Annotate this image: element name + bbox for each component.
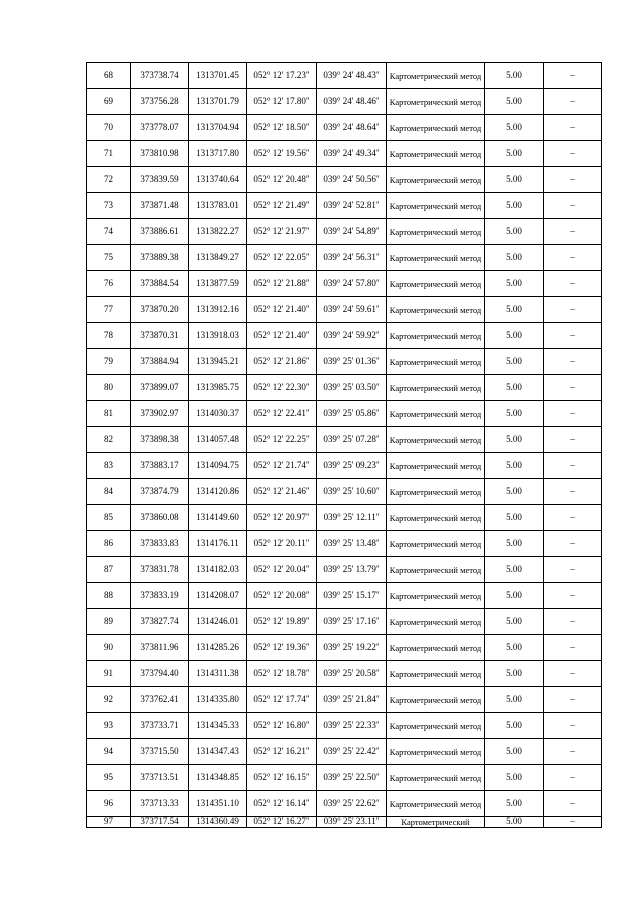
longitude-cell: 039° 25' 05.86" — [317, 401, 387, 427]
latitude-cell: 052° 12' 16.14" — [247, 791, 317, 817]
longitude-cell: 039° 24' 59.92" — [317, 323, 387, 349]
note-cell: – — [544, 505, 602, 531]
table-row — [87, 297, 602, 323]
latitude-cell: 052° 12' 22.30" — [247, 375, 317, 401]
point-number-cell: 70 — [87, 115, 131, 141]
longitude-cell: 039° 25' 22.42" — [317, 739, 387, 765]
y-coordinate-cell: 1314246.01 — [189, 609, 247, 635]
x-coordinate-cell: 373899.07 — [131, 375, 189, 401]
table-row — [87, 505, 602, 531]
latitude-cell: 052° 12' 22.25" — [247, 427, 317, 453]
latitude-cell: 052° 12' 16.27" — [247, 817, 317, 828]
note-cell: – — [544, 63, 602, 89]
latitude-cell: 052° 12' 18.78" — [247, 661, 317, 687]
table-row — [87, 479, 602, 505]
x-coordinate-cell: 373870.20 — [131, 297, 189, 323]
note-cell: – — [544, 531, 602, 557]
note-cell: – — [544, 375, 602, 401]
accuracy-cell: 5.00 — [485, 791, 544, 817]
point-number-cell: 85 — [87, 505, 131, 531]
latitude-cell: 052° 12' 20.97" — [247, 505, 317, 531]
latitude-cell: 052° 12' 20.11" — [247, 531, 317, 557]
method-cell: Картометрический метод — [387, 63, 485, 89]
point-number-cell: 90 — [87, 635, 131, 661]
y-coordinate-cell: 1313701.45 — [189, 63, 247, 89]
x-coordinate-cell: 373871.48 — [131, 193, 189, 219]
method-cell: Картометрический метод — [387, 167, 485, 193]
x-coordinate-cell: 373884.54 — [131, 271, 189, 297]
table-row — [87, 89, 602, 115]
note-cell: – — [544, 635, 602, 661]
note-cell: – — [544, 167, 602, 193]
table-row — [87, 323, 602, 349]
y-coordinate-cell: 1314120.86 — [189, 479, 247, 505]
accuracy-cell: 5.00 — [485, 115, 544, 141]
method-cell: Картометрический метод — [387, 635, 485, 661]
x-coordinate-cell: 373889.38 — [131, 245, 189, 271]
y-coordinate-cell: 1313783.01 — [189, 193, 247, 219]
table-row — [87, 141, 602, 167]
method-cell: Картометрический метод — [387, 193, 485, 219]
accuracy-cell: 5.00 — [485, 297, 544, 323]
longitude-cell: 039° 25' 23.11" — [317, 817, 387, 828]
y-coordinate-cell: 1314351.10 — [189, 791, 247, 817]
longitude-cell: 039° 24' 54.89" — [317, 219, 387, 245]
x-coordinate-cell: 373874.79 — [131, 479, 189, 505]
accuracy-cell: 5.00 — [485, 739, 544, 765]
point-number-cell: 73 — [87, 193, 131, 219]
table-row — [87, 167, 602, 193]
x-coordinate-cell: 373778.07 — [131, 115, 189, 141]
accuracy-cell: 5.00 — [485, 141, 544, 167]
longitude-cell: 039° 24' 50.56" — [317, 167, 387, 193]
method-cell: Картометрический метод — [387, 479, 485, 505]
note-cell: – — [544, 219, 602, 245]
point-number-cell: 75 — [87, 245, 131, 271]
accuracy-cell: 5.00 — [485, 427, 544, 453]
x-coordinate-cell: 373827.74 — [131, 609, 189, 635]
x-coordinate-cell: 373733.71 — [131, 713, 189, 739]
y-coordinate-cell: 1313822.27 — [189, 219, 247, 245]
accuracy-cell: 5.00 — [485, 479, 544, 505]
y-coordinate-cell: 1314335.80 — [189, 687, 247, 713]
latitude-cell: 052° 12' 16.80" — [247, 713, 317, 739]
x-coordinate-cell: 373898.38 — [131, 427, 189, 453]
point-number-cell: 87 — [87, 557, 131, 583]
note-cell: – — [544, 427, 602, 453]
table-row — [87, 635, 602, 661]
table-row — [87, 245, 602, 271]
method-cell: Картометрический метод — [387, 609, 485, 635]
latitude-cell: 052° 12' 17.23" — [247, 63, 317, 89]
accuracy-cell: 5.00 — [485, 193, 544, 219]
method-cell: Картометрический метод — [387, 453, 485, 479]
method-cell: Картометрический метод — [387, 557, 485, 583]
method-cell: Картометрический метод — [387, 583, 485, 609]
latitude-cell: 052° 12' 22.05" — [247, 245, 317, 271]
y-coordinate-cell: 1313740.64 — [189, 167, 247, 193]
note-cell: – — [544, 271, 602, 297]
latitude-cell: 052° 12' 19.56" — [247, 141, 317, 167]
latitude-cell: 052° 12' 17.80" — [247, 89, 317, 115]
y-coordinate-cell: 1313849.27 — [189, 245, 247, 271]
note-cell: – — [544, 115, 602, 141]
note-cell: – — [544, 713, 602, 739]
longitude-cell: 039° 25' 03.50" — [317, 375, 387, 401]
accuracy-cell: 5.00 — [485, 89, 544, 115]
longitude-cell: 039° 25' 10.60" — [317, 479, 387, 505]
accuracy-cell: 5.00 — [485, 531, 544, 557]
x-coordinate-cell: 373833.83 — [131, 531, 189, 557]
accuracy-cell: 5.00 — [485, 401, 544, 427]
x-coordinate-cell: 373756.28 — [131, 89, 189, 115]
note-cell: – — [544, 401, 602, 427]
longitude-cell: 039° 25' 22.50" — [317, 765, 387, 791]
y-coordinate-cell: 1314057.48 — [189, 427, 247, 453]
latitude-cell: 052° 12' 21.40" — [247, 323, 317, 349]
table-row — [87, 375, 602, 401]
longitude-cell: 039° 25' 22.33" — [317, 713, 387, 739]
method-cell: Картометрический метод — [387, 115, 485, 141]
accuracy-cell: 5.00 — [485, 609, 544, 635]
method-cell: Картометрический метод — [387, 297, 485, 323]
y-coordinate-cell: 1314094.75 — [189, 453, 247, 479]
y-coordinate-cell: 1313985.75 — [189, 375, 247, 401]
table-row — [87, 531, 602, 557]
latitude-cell: 052° 12' 17.74" — [247, 687, 317, 713]
point-number-cell: 68 — [87, 63, 131, 89]
latitude-cell: 052° 12' 20.08" — [247, 583, 317, 609]
y-coordinate-cell: 1314347.43 — [189, 739, 247, 765]
method-cell: Картометрический метод — [387, 375, 485, 401]
y-coordinate-cell: 1314149.60 — [189, 505, 247, 531]
y-coordinate-cell: 1313918.03 — [189, 323, 247, 349]
point-number-cell: 80 — [87, 375, 131, 401]
table-row — [87, 739, 602, 765]
x-coordinate-cell: 373860.08 — [131, 505, 189, 531]
longitude-cell: 039° 25' 12.11" — [317, 505, 387, 531]
latitude-cell: 052° 12' 19.36" — [247, 635, 317, 661]
point-number-cell: 69 — [87, 89, 131, 115]
longitude-cell: 039° 25' 20.58" — [317, 661, 387, 687]
method-cell: Картометрический — [387, 817, 485, 828]
longitude-cell: 039° 25' 22.62" — [317, 791, 387, 817]
point-number-cell: 92 — [87, 687, 131, 713]
longitude-cell: 039° 24' 56.31" — [317, 245, 387, 271]
point-number-cell: 93 — [87, 713, 131, 739]
method-cell: Картометрический метод — [387, 89, 485, 115]
method-cell: Картометрический метод — [387, 349, 485, 375]
accuracy-cell: 5.00 — [485, 271, 544, 297]
x-coordinate-cell: 373717.54 — [131, 817, 189, 828]
note-cell: – — [544, 739, 602, 765]
accuracy-cell: 5.00 — [485, 375, 544, 401]
longitude-cell: 039° 25' 13.48" — [317, 531, 387, 557]
longitude-cell: 039° 24' 48.64" — [317, 115, 387, 141]
note-cell: – — [544, 479, 602, 505]
method-cell: Картометрический метод — [387, 791, 485, 817]
latitude-cell: 052° 12' 19.89" — [247, 609, 317, 635]
note-cell: – — [544, 583, 602, 609]
method-cell: Картометрический метод — [387, 687, 485, 713]
y-coordinate-cell: 1314311.38 — [189, 661, 247, 687]
accuracy-cell: 5.00 — [485, 713, 544, 739]
accuracy-cell: 5.00 — [485, 557, 544, 583]
note-cell: – — [544, 323, 602, 349]
method-cell: Картометрический метод — [387, 505, 485, 531]
latitude-cell: 052° 12' 21.74" — [247, 453, 317, 479]
point-number-cell: 79 — [87, 349, 131, 375]
x-coordinate-cell: 373902.97 — [131, 401, 189, 427]
accuracy-cell: 5.00 — [485, 583, 544, 609]
note-cell: – — [544, 453, 602, 479]
point-number-cell: 84 — [87, 479, 131, 505]
note-cell: – — [544, 89, 602, 115]
longitude-cell: 039° 24' 52.81" — [317, 193, 387, 219]
point-number-cell: 88 — [87, 583, 131, 609]
method-cell: Картометрический метод — [387, 739, 485, 765]
method-cell: Картометрический метод — [387, 271, 485, 297]
table-row — [87, 453, 602, 479]
y-coordinate-cell: 1313945.21 — [189, 349, 247, 375]
latitude-cell: 052° 12' 20.48" — [247, 167, 317, 193]
method-cell: Картометрический метод — [387, 531, 485, 557]
latitude-cell: 052° 12' 22.41" — [247, 401, 317, 427]
point-number-cell: 77 — [87, 297, 131, 323]
table-row — [87, 687, 602, 713]
y-coordinate-cell: 1313701.79 — [189, 89, 247, 115]
method-cell: Картометрический метод — [387, 661, 485, 687]
table-row — [87, 271, 602, 297]
coordinates-table — [86, 62, 602, 828]
accuracy-cell: 5.00 — [485, 635, 544, 661]
table-row — [87, 557, 602, 583]
x-coordinate-cell: 373870.31 — [131, 323, 189, 349]
point-number-cell: 86 — [87, 531, 131, 557]
method-cell: Картометрический метод — [387, 427, 485, 453]
y-coordinate-cell: 1314182.03 — [189, 557, 247, 583]
table-row — [87, 427, 602, 453]
accuracy-cell: 5.00 — [485, 167, 544, 193]
accuracy-cell: 5.00 — [485, 765, 544, 791]
table-row — [87, 791, 602, 817]
latitude-cell: 052° 12' 16.15" — [247, 765, 317, 791]
point-number-cell: 94 — [87, 739, 131, 765]
table-row — [87, 713, 602, 739]
note-cell: – — [544, 765, 602, 791]
note-cell: – — [544, 687, 602, 713]
point-number-cell: 78 — [87, 323, 131, 349]
note-cell: – — [544, 193, 602, 219]
accuracy-cell: 5.00 — [485, 687, 544, 713]
point-number-cell: 89 — [87, 609, 131, 635]
longitude-cell: 039° 25' 19.22" — [317, 635, 387, 661]
latitude-cell: 052° 12' 16.21" — [247, 739, 317, 765]
table-row — [87, 63, 602, 89]
x-coordinate-cell: 373713.33 — [131, 791, 189, 817]
y-coordinate-cell: 1314285.26 — [189, 635, 247, 661]
table-row — [87, 609, 602, 635]
point-number-cell: 81 — [87, 401, 131, 427]
x-coordinate-cell: 373884.94 — [131, 349, 189, 375]
y-coordinate-cell: 1313877.59 — [189, 271, 247, 297]
y-coordinate-cell: 1314348.85 — [189, 765, 247, 791]
point-number-cell: 83 — [87, 453, 131, 479]
longitude-cell: 039° 25' 09.23" — [317, 453, 387, 479]
note-cell: – — [544, 245, 602, 271]
latitude-cell: 052° 12' 21.46" — [247, 479, 317, 505]
table-row — [87, 765, 602, 791]
note-cell: – — [544, 557, 602, 583]
longitude-cell: 039° 25' 15.17" — [317, 583, 387, 609]
point-number-cell: 96 — [87, 791, 131, 817]
x-coordinate-cell: 373811.96 — [131, 635, 189, 661]
note-cell: – — [544, 791, 602, 817]
method-cell: Картометрический метод — [387, 401, 485, 427]
accuracy-cell: 5.00 — [485, 453, 544, 479]
table-row — [87, 583, 602, 609]
y-coordinate-cell: 1314208.07 — [189, 583, 247, 609]
accuracy-cell: 5.00 — [485, 245, 544, 271]
accuracy-cell: 5.00 — [485, 323, 544, 349]
table-row — [87, 115, 602, 141]
y-coordinate-cell: 1313912.16 — [189, 297, 247, 323]
longitude-cell: 039° 24' 48.43" — [317, 63, 387, 89]
latitude-cell: 052° 12' 21.40" — [247, 297, 317, 323]
method-cell: Картометрический метод — [387, 765, 485, 791]
note-cell: – — [544, 297, 602, 323]
method-cell: Картометрический метод — [387, 141, 485, 167]
point-number-cell: 97 — [87, 817, 131, 828]
y-coordinate-cell: 1314360.49 — [189, 817, 247, 828]
x-coordinate-cell: 373886.61 — [131, 219, 189, 245]
note-cell: – — [544, 661, 602, 687]
x-coordinate-cell: 373738.74 — [131, 63, 189, 89]
longitude-cell: 039° 24' 59.61" — [317, 297, 387, 323]
table-row — [87, 401, 602, 427]
longitude-cell: 039° 25' 21.84" — [317, 687, 387, 713]
x-coordinate-cell: 373810.98 — [131, 141, 189, 167]
longitude-cell: 039° 25' 17.16" — [317, 609, 387, 635]
accuracy-cell: 5.00 — [485, 661, 544, 687]
point-number-cell: 74 — [87, 219, 131, 245]
y-coordinate-cell: 1314345.33 — [189, 713, 247, 739]
latitude-cell: 052° 12' 21.49" — [247, 193, 317, 219]
note-cell: – — [544, 349, 602, 375]
table-row — [87, 193, 602, 219]
point-number-cell: 82 — [87, 427, 131, 453]
note-cell: – — [544, 817, 602, 828]
y-coordinate-cell: 1313717.80 — [189, 141, 247, 167]
longitude-cell: 039° 24' 57.80" — [317, 271, 387, 297]
latitude-cell: 052° 12' 18.50" — [247, 115, 317, 141]
latitude-cell: 052° 12' 20.04" — [247, 557, 317, 583]
x-coordinate-cell: 373833.19 — [131, 583, 189, 609]
point-number-cell: 72 — [87, 167, 131, 193]
x-coordinate-cell: 373715.50 — [131, 739, 189, 765]
method-cell: Картометрический метод — [387, 713, 485, 739]
y-coordinate-cell: 1314030.37 — [189, 401, 247, 427]
latitude-cell: 052° 12' 21.86" — [247, 349, 317, 375]
accuracy-cell: 5.00 — [485, 63, 544, 89]
table-row — [87, 661, 602, 687]
method-cell: Картометрический метод — [387, 323, 485, 349]
x-coordinate-cell: 373831.78 — [131, 557, 189, 583]
latitude-cell: 052° 12' 21.97" — [247, 219, 317, 245]
x-coordinate-cell: 373883.17 — [131, 453, 189, 479]
x-coordinate-cell: 373762.41 — [131, 687, 189, 713]
table-row — [87, 349, 602, 375]
table-row — [87, 817, 602, 828]
accuracy-cell: 5.00 — [485, 817, 544, 828]
longitude-cell: 039° 25' 01.36" — [317, 349, 387, 375]
method-cell: Картометрический метод — [387, 245, 485, 271]
coordinates-table-body — [87, 63, 602, 828]
accuracy-cell: 5.00 — [485, 505, 544, 531]
x-coordinate-cell: 373839.59 — [131, 167, 189, 193]
y-coordinate-cell: 1313704.94 — [189, 115, 247, 141]
longitude-cell: 039° 24' 48.46" — [317, 89, 387, 115]
note-cell: – — [544, 141, 602, 167]
point-number-cell: 76 — [87, 271, 131, 297]
latitude-cell: 052° 12' 21.88" — [247, 271, 317, 297]
method-cell: Картометрический метод — [387, 219, 485, 245]
x-coordinate-cell: 373713.51 — [131, 765, 189, 791]
longitude-cell: 039° 25' 07.28" — [317, 427, 387, 453]
x-coordinate-cell: 373794.40 — [131, 661, 189, 687]
point-number-cell: 91 — [87, 661, 131, 687]
y-coordinate-cell: 1314176.11 — [189, 531, 247, 557]
point-number-cell: 95 — [87, 765, 131, 791]
note-cell: – — [544, 609, 602, 635]
table-row — [87, 219, 602, 245]
point-number-cell: 71 — [87, 141, 131, 167]
longitude-cell: 039° 25' 13.79" — [317, 557, 387, 583]
longitude-cell: 039° 24' 49.34" — [317, 141, 387, 167]
accuracy-cell: 5.00 — [485, 219, 544, 245]
accuracy-cell: 5.00 — [485, 349, 544, 375]
